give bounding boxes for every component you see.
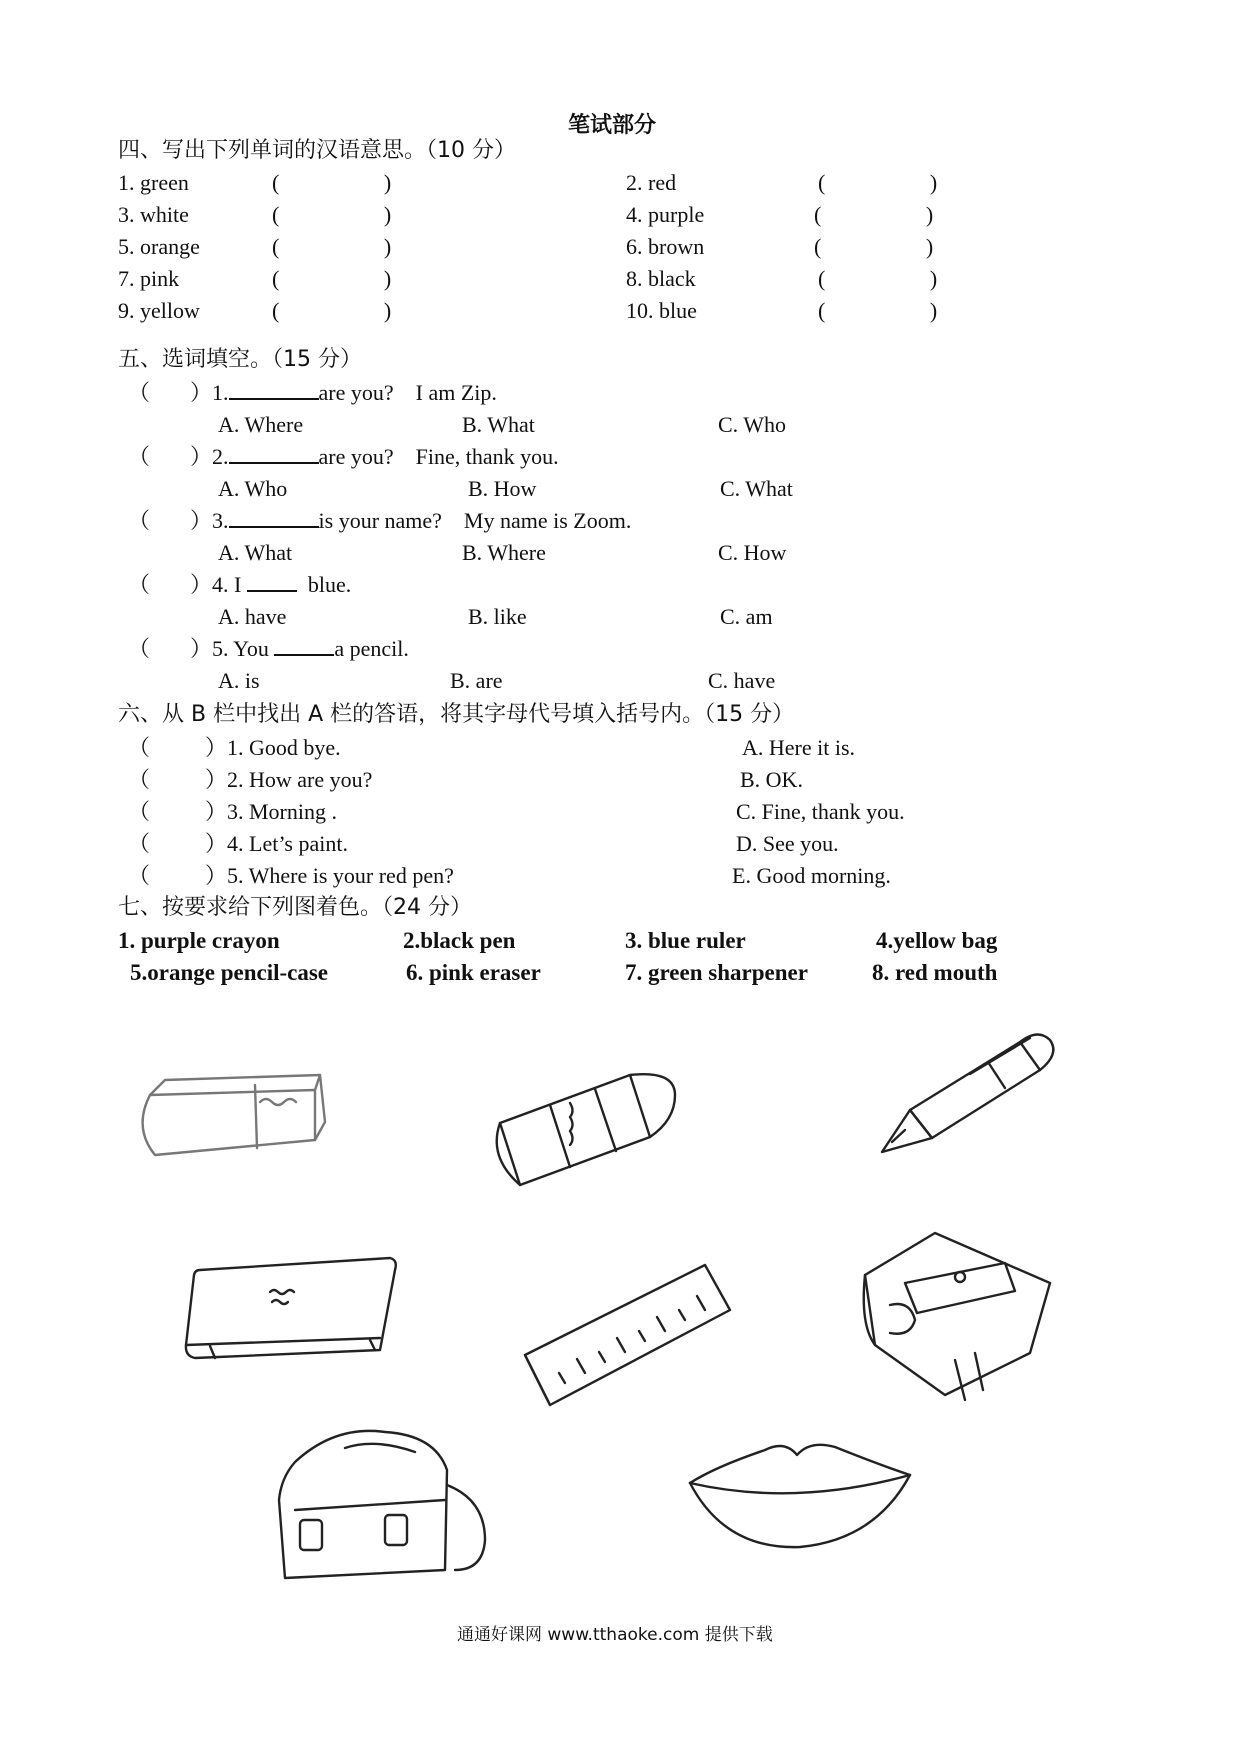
column-b-item: A. Here it is. (742, 735, 856, 760)
footer-text: 通通好课网 www.tthaoke.com 提供下载 (457, 1625, 773, 1645)
question-line: ）5. You a pencil. (190, 636, 409, 661)
answer-bracket-open[interactable]: （ (128, 799, 151, 824)
option: C. Who (718, 412, 787, 437)
fill-blank[interactable] (229, 442, 319, 464)
page-title: 笔试部分 (568, 113, 657, 138)
answer-bracket[interactable]: ( ) (272, 170, 392, 195)
answer-bracket-open[interactable]: （ (128, 767, 151, 792)
vocab-word: 5. orange (118, 234, 200, 259)
question-line: ）2. are you? Fine, thank you. (190, 444, 559, 469)
fill-blank[interactable] (229, 378, 319, 400)
color-instruction: 3. blue ruler (625, 928, 746, 953)
answer-bracket-open[interactable]: （ (128, 572, 151, 597)
answer-bracket[interactable]: ( ) (272, 202, 392, 227)
color-instruction: 7. green sharpener (625, 960, 808, 985)
ruler-icon[interactable] (515, 1255, 735, 1420)
color-instruction: 4.yellow bag (876, 928, 998, 953)
answer-bracket[interactable]: ( ) (818, 298, 938, 323)
section4-heading: 四、写出下列单词的汉语意思。（10 分） (118, 138, 516, 163)
answer-bracket[interactable]: ( ) (272, 298, 392, 323)
option: C. am (720, 604, 773, 629)
answer-bracket[interactable]: ( ) (814, 202, 934, 227)
answer-bracket[interactable]: ( ) (818, 170, 938, 195)
option: A. is (218, 668, 260, 693)
answer-bracket[interactable]: ( ) (818, 266, 938, 291)
vocab-word: 1. green (118, 170, 189, 195)
option: A. have (218, 604, 287, 629)
pen-icon[interactable] (870, 1030, 1070, 1160)
color-instruction: 6. pink eraser (406, 960, 541, 985)
option: C. What (720, 476, 793, 501)
option: B. are (450, 668, 503, 693)
fill-blank[interactable] (229, 506, 319, 528)
vocab-word: 8. black (626, 266, 696, 291)
option: A. Where (218, 412, 304, 437)
column-b-item: D. See you. (736, 831, 839, 856)
answer-bracket-open[interactable]: （ (128, 831, 151, 856)
column-b-item: C. Fine, thank you. (736, 799, 905, 824)
answer-bracket-open[interactable]: （ (128, 508, 151, 533)
section7-heading: 七、按要求给下列图着色。（24 分） (118, 895, 472, 920)
question-line: ）3. is your name? My name is Zoom. (190, 508, 632, 533)
column-a-item: ）3. Morning . (205, 799, 338, 824)
answer-bracket-open[interactable]: （ (128, 636, 151, 661)
option: A. Who (218, 476, 288, 501)
answer-bracket-open[interactable]: （ (128, 863, 151, 888)
answer-bracket[interactable]: ( ) (814, 234, 934, 259)
vocab-word: 4. purple (626, 202, 705, 227)
section6-heading: 六、从 B 栏中找出 A 栏的答语，将其字母代号填入括号内。（15 分） (118, 702, 795, 727)
section5-heading: 五、选词填空。（15 分） (118, 347, 362, 372)
answer-bracket-open[interactable]: （ (128, 735, 151, 760)
answer-bracket-open[interactable]: （ (128, 380, 151, 405)
vocab-word: 6. brown (626, 234, 705, 259)
question-line: ）1. are you? I am Zip. (190, 380, 497, 405)
option: B. How (468, 476, 537, 501)
mouth-icon[interactable] (685, 1425, 915, 1560)
option: A. What (218, 540, 293, 565)
column-b-item: E. Good morning. (732, 863, 891, 888)
vocab-word: 3. white (118, 202, 189, 227)
option: B. Where (462, 540, 546, 565)
color-instruction: 1. purple crayon (118, 928, 280, 953)
fill-blank[interactable] (274, 634, 334, 656)
color-instruction: 5.orange pencil-case (130, 960, 329, 985)
option: B. What (462, 412, 535, 437)
column-a-item: ）5. Where is your red pen? (205, 863, 454, 888)
column-a-item: ）1. Good bye. (205, 735, 341, 760)
option: B. like (468, 604, 527, 629)
pencil-case-icon[interactable] (180, 1250, 400, 1370)
option: C. have (708, 668, 776, 693)
fill-blank[interactable] (247, 570, 297, 592)
vocab-word: 2. red (626, 170, 677, 195)
answer-bracket[interactable]: ( ) (272, 266, 392, 291)
color-instruction: 2.black pen (403, 928, 516, 953)
answer-bracket-open[interactable]: （ (128, 444, 151, 469)
bag-icon[interactable] (265, 1420, 495, 1595)
answer-bracket[interactable]: ( ) (272, 234, 392, 259)
vocab-word: 10. blue (626, 298, 697, 323)
column-b-item: B. OK. (740, 767, 803, 792)
column-a-item: ）2. How are you? (205, 767, 373, 792)
vocab-word: 9. yellow (118, 298, 200, 323)
color-instruction: 8. red mouth (872, 960, 998, 985)
option: C. How (718, 540, 787, 565)
eraser-icon[interactable] (135, 1070, 325, 1170)
question-line: ）4. I blue. (190, 572, 352, 597)
sharpener-icon[interactable] (855, 1225, 1070, 1410)
column-a-item: ）4. Let’s paint. (205, 831, 348, 856)
vocab-word: 7. pink (118, 266, 180, 291)
crayon-icon[interactable] (490, 1065, 690, 1200)
